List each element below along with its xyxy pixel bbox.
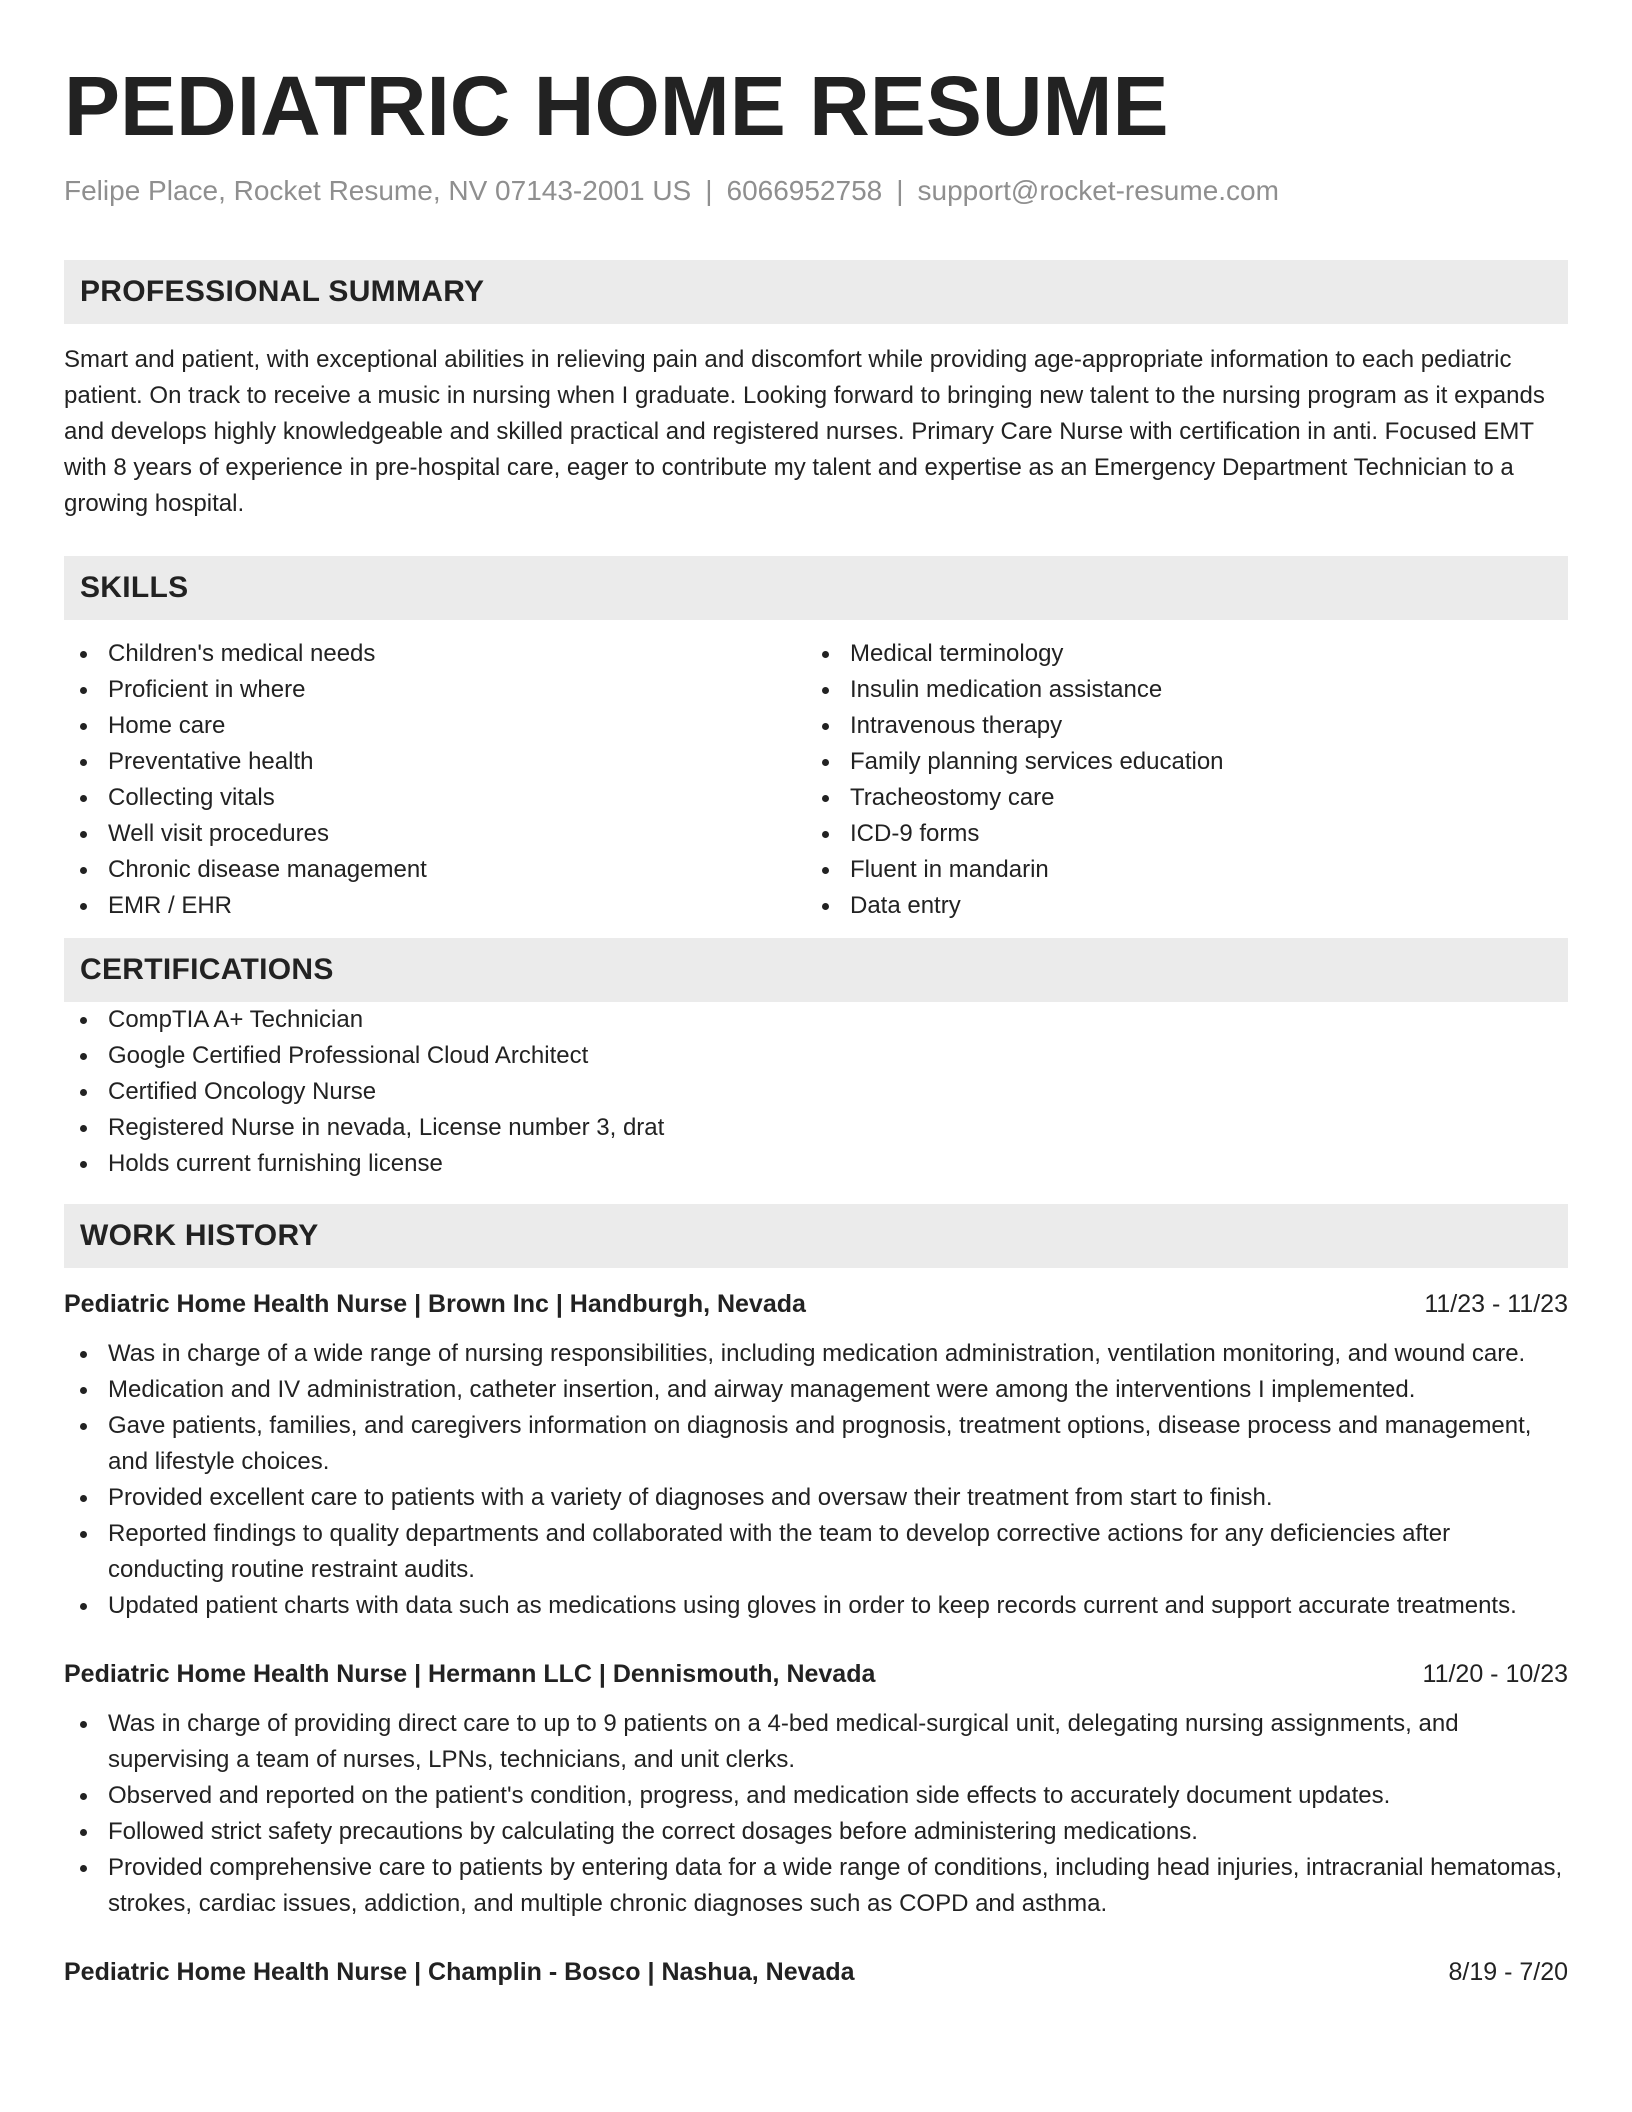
- job-header: [64, 1954, 1568, 1990]
- list-item: Proficient in where: [64, 672, 806, 708]
- list-item: ICD-9 forms: [806, 816, 1548, 852]
- skills-columns: [64, 636, 1568, 924]
- list-item: Tracheostomy care: [806, 780, 1548, 816]
- job-dates: 11/20 - 10/23: [1422, 1660, 1568, 1688]
- certifications-list: [64, 1002, 1568, 1182]
- contact-phone: 6066952758: [726, 175, 883, 206]
- list-item: Preventative health: [64, 744, 806, 780]
- list-item: Google Certified Professional Cloud Architect: [64, 1038, 1568, 1074]
- list-item: Certified Oncology Nurse: [64, 1074, 1568, 1110]
- list-item: Fluent in mandarin: [806, 852, 1548, 888]
- job-header: [64, 1656, 1568, 1692]
- list-item: Provided comprehensive care to patients by entering data for a wide range of conditions, including head injuries, intracranial hematomas, strokes, cardiac issues, addiction, and multiple chronic diagnoses such as COPD and asthma.: [64, 1850, 1568, 1922]
- job-dates: 11/23 - 11/23: [1424, 1290, 1568, 1318]
- contact-separator: |: [705, 175, 713, 206]
- skills-column-right: [806, 636, 1548, 924]
- list-item: Data entry: [806, 888, 1548, 924]
- section-header-skills: SKILLS: [64, 556, 1568, 620]
- contact-email: support@rocket-resume.com: [917, 175, 1279, 206]
- list-item: CompTIA A+ Technician: [64, 1002, 1568, 1038]
- list-item: Registered Nurse in nevada, License number 3, drat: [64, 1110, 1568, 1146]
- list-item: Reported findings to quality departments and collaborated with the team to develop corrective actions for any deficiencies after conducting routine restraint audits.: [64, 1516, 1568, 1588]
- list-item: Children's medical needs: [64, 636, 806, 672]
- work-history-list: [64, 1286, 1568, 1990]
- job-entry: [64, 1286, 1568, 1624]
- job-dates: 8/19 - 7/20: [1448, 1958, 1568, 1986]
- list-item: Was in charge of a wide range of nursing responsibilities, including medication administration, ventilation monitoring, and wound care.: [64, 1336, 1568, 1372]
- summary-text: Smart and patient, with exceptional abilities in relieving pain and discomfort while providing age-appropriate information to each pediatric patient. On track to receive a music in nursing when I graduate. Looking forward to bringing new talent to the nursing program as it expands and develops highly knowledgeable and skilled practical and registered nurses. Primary Care Nurse with certification in anti. Focused EMT with 8 years of experience in pre-hospital care, eager to contribute my talent and expertise as an Emergency Department Technician to a growing hospital.: [64, 346, 1545, 517]
- job-bullets: [64, 1706, 1568, 1922]
- job-title: Pediatric Home Health Nurse | Brown Inc | Handburgh, Nevada: [64, 1290, 806, 1318]
- job-header: [64, 1286, 1568, 1322]
- list-item: Well visit procedures: [64, 816, 806, 852]
- list-item: Updated patient charts with data such as medications using gloves in order to keep records current and support accurate treatments.: [64, 1588, 1568, 1624]
- job-title: Pediatric Home Health Nurse | Hermann LLC | Dennismouth, Nevada: [64, 1660, 876, 1688]
- list-item: EMR / EHR: [64, 888, 806, 924]
- skills-list-right: [806, 636, 1548, 924]
- contact-line: [64, 174, 1568, 208]
- job-title: Pediatric Home Health Nurse | Champlin - Bosco | Nashua, Nevada: [64, 1958, 855, 1986]
- list-item: Followed strict safety precautions by calculating the correct dosages before administering medications.: [64, 1814, 1568, 1850]
- list-item: Medical terminology: [806, 636, 1548, 672]
- list-item: Insulin medication assistance: [806, 672, 1548, 708]
- resume-page: [64, 0, 1568, 1990]
- section-header-certifications: CERTIFICATIONS: [64, 938, 1568, 1002]
- list-item: Gave patients, families, and caregivers information on diagnosis and prognosis, treatment options, disease process and management, and lifestyle choices.: [64, 1408, 1568, 1480]
- list-item: Provided excellent care to patients with a variety of diagnoses and oversaw their treatment from start to finish.: [64, 1480, 1568, 1516]
- list-item: Intravenous therapy: [806, 708, 1548, 744]
- job-bullets: [64, 1336, 1568, 1624]
- list-item: Holds current furnishing license: [64, 1146, 1568, 1182]
- section-header-work-history: WORK HISTORY: [64, 1204, 1568, 1268]
- resume-title: PEDIATRIC HOME RESUME: [64, 59, 1169, 153]
- list-item: Was in charge of providing direct care to up to 9 patients on a 4-bed medical-surgical unit, delegating nursing assignments, and supervising a team of nurses, LPNs, technicians, and unit clerks.: [64, 1706, 1568, 1778]
- skills-column-left: [64, 636, 806, 924]
- list-item: Medication and IV administration, catheter insertion, and airway management were among the interventions I implemented.: [64, 1372, 1568, 1408]
- job-entry: [64, 1656, 1568, 1922]
- skills-list-left: [64, 636, 806, 924]
- job-entry: [64, 1954, 1568, 1990]
- section-header-summary: PROFESSIONAL SUMMARY: [64, 260, 1568, 324]
- contact-address: Felipe Place, Rocket Resume, NV 07143-2001 US: [64, 175, 692, 206]
- list-item: Observed and reported on the patient's condition, progress, and medication side effects to accurately document updates.: [64, 1778, 1568, 1814]
- list-item: Family planning services education: [806, 744, 1548, 780]
- contact-separator: |: [896, 175, 904, 206]
- list-item: Chronic disease management: [64, 852, 806, 888]
- list-item: Collecting vitals: [64, 780, 806, 816]
- list-item: Home care: [64, 708, 806, 744]
